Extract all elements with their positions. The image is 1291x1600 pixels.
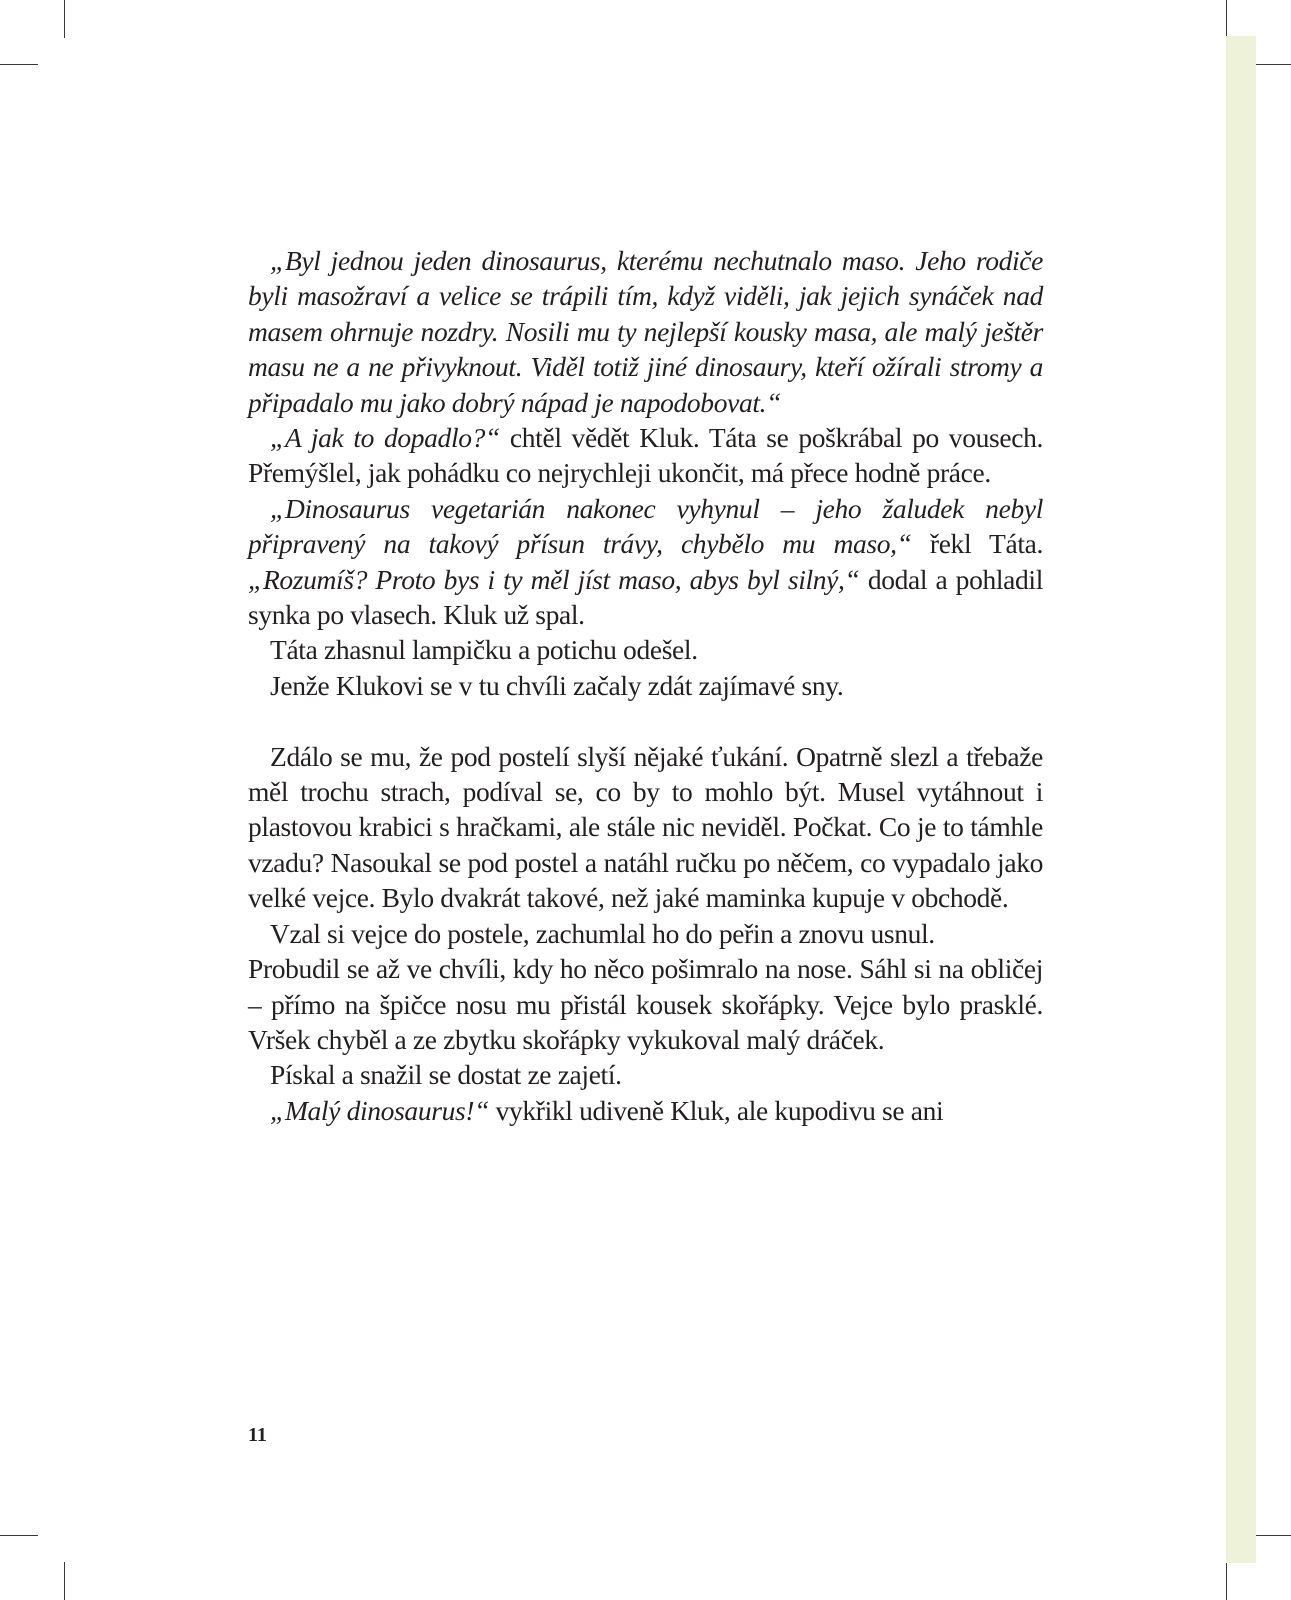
paragraph	[248, 1057, 1043, 1092]
narration-text: Zdálo se mu, že pod postelí slyší nějaké ťukání. Opatrně slezl a třebaže měl trochu strach, podíval se, co by to mohlo být. Musel vytáhnout i plastovou krabici s hračkami, ale stále nic neviděl. Počkat. Co je to támhle vzadu? Nasoukal se pod postel a natáhl ručku po něčem, co vypadalo jako velké vejce. Bylo dvakrát takové, než jaké maminka kupuje v obchodě.	[248, 740, 1043, 914]
paragraph	[248, 668, 1043, 703]
crop-mark-bottom-right-vertical	[1226, 1562, 1227, 1600]
italic-speech-text: „Dinosaurus vegetarián nakonec vyhynul – jeho žaludek nebyl připravený na takový přísun trávy, chybělo mu maso,“	[248, 492, 1043, 560]
crop-mark-top-left-horizontal	[0, 64, 38, 65]
narration-text: chtěl vědět Kluk. Táta se poškrábal po vousech. Přemýšlel, jak pohádku co nejrychleji ukončit, má přece hodně práce.	[248, 422, 1043, 489]
crop-mark-top-right-vertical	[1226, 0, 1227, 38]
italic-speech-text: „A jak to dopadlo?“	[270, 422, 500, 454]
italic-speech-text: „Rozumíš? Proto bys i ty měl jíst maso, abys byl silný,“	[248, 563, 860, 595]
paragraph	[248, 420, 1043, 491]
crop-mark-top-right-horizontal	[1253, 64, 1291, 65]
paragraph	[248, 739, 1043, 916]
crop-mark-bottom-right-horizontal	[1253, 1535, 1291, 1536]
body-text	[248, 243, 1043, 1128]
crop-mark-bottom-left-horizontal	[0, 1535, 38, 1536]
crop-mark-top-left-vertical	[64, 0, 65, 38]
paragraph	[248, 491, 1043, 633]
paragraph	[248, 243, 1043, 420]
narration-text: Jenže Klukovi se v tu chvíli začaly zdát zajímavé sny.	[270, 669, 844, 701]
narration-text: Pískal a snažil se dostat ze zajetí.	[270, 1059, 622, 1091]
paragraph	[248, 951, 1043, 1057]
narration-text: řekl Táta.	[911, 528, 1043, 560]
page-edge-color-strip	[1226, 36, 1256, 1563]
narration-text: dodal a pohladil synka po vlasech. Kluk už spal.	[248, 563, 1043, 631]
narration-text: vykřikl udiveně Kluk, ale kupodivu se ani	[489, 1094, 944, 1126]
paragraph	[248, 632, 1043, 667]
narration-text: Probudil se až ve chvíli, kdy ho něco pošimralo na nose. Sáhl si na obličej – přímo na špičce nosu mu přistál kousek skořápky. Vejce bylo prasklé. Vršek chyběl a ze zbytku skořápky vykukoval malý dráček.	[248, 953, 1043, 1055]
narration-text: Táta zhasnul lampičku a potichu odešel.	[270, 634, 698, 666]
paragraph	[248, 916, 1043, 951]
italic-speech-text: „Byl jednou jeden dinosaurus, kterému nechutnalo maso. Jeho rodiče byli masožraví a velice se trápili tím, když viděli, jak jejich synáček nad masem ohrnuje nozdry. Nosili mu ty nejlepší kousky masa, ale malý ještěr masu ne a ne přivyknout. Viděl totiž jiné dinosaury, kteří ožírali stromy a připadalo mu jako dobrý nápad je napodobovat.“	[248, 245, 1043, 418]
paragraph	[248, 1093, 1043, 1128]
narration-text: Vzal si vejce do postele, zachumlal ho do peřin a znovu usnul.	[270, 917, 935, 949]
page-number: 11	[248, 1424, 267, 1446]
italic-speech-text: „Malý dinosaurus!“	[270, 1094, 490, 1126]
crop-mark-bottom-left-vertical	[64, 1562, 65, 1600]
